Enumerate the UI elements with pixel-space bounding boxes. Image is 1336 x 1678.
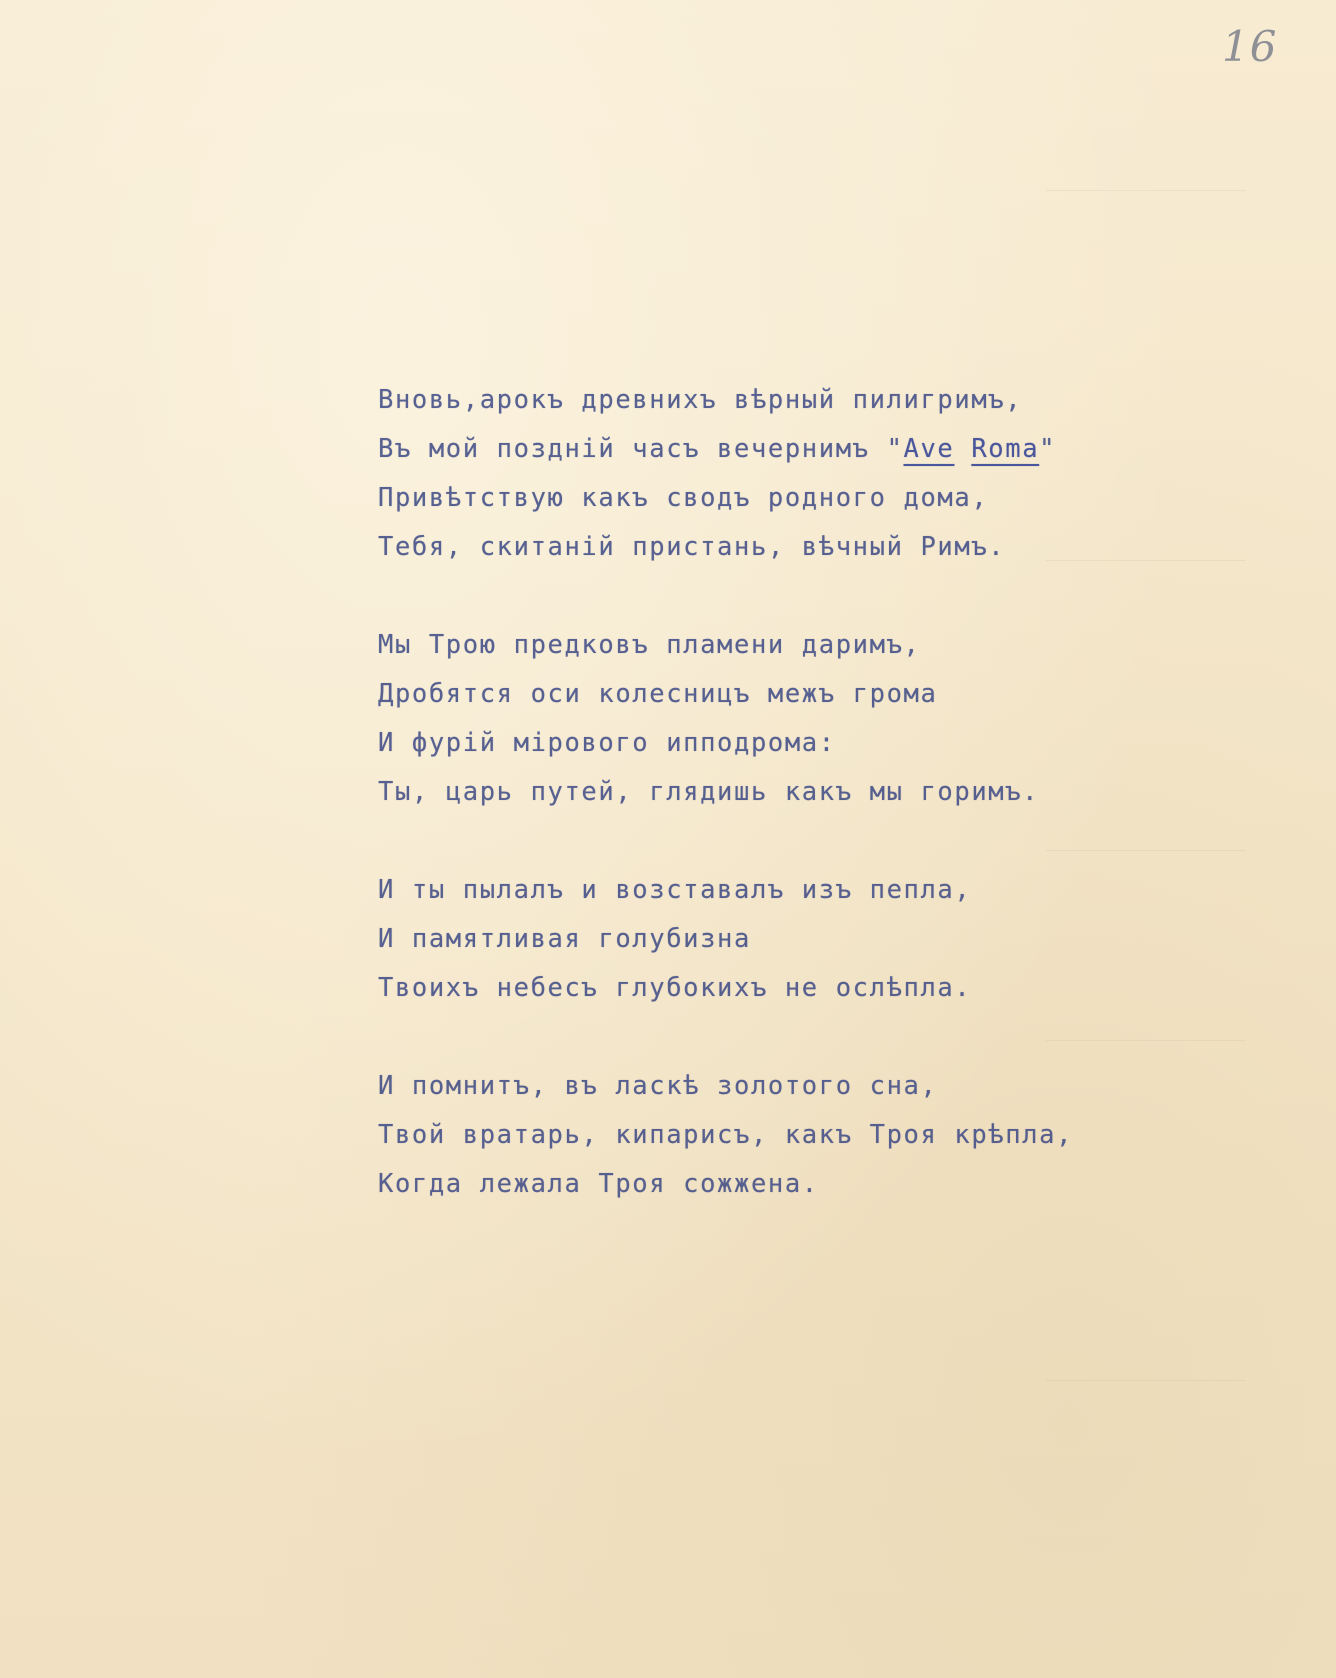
- paper-texture-line: [1046, 1380, 1246, 1381]
- poem-line: Твоихъ небесъ глубокихъ не ослѣпла.: [378, 973, 972, 1003]
- stanza-2: [378, 621, 1098, 817]
- poem-line: Мы Трою предковъ пламени даримъ,: [378, 630, 921, 660]
- poem-line: Привѣтствую какъ сводъ родного дома,: [378, 483, 989, 513]
- poem-line: Тебя, скитаній пристань, вѣчный Римъ.: [378, 532, 1006, 562]
- word-space: [954, 434, 971, 464]
- paper-texture-line: [1046, 190, 1246, 191]
- roma-word: Roma: [971, 434, 1040, 464]
- poem-line: И ты пылалъ и возставалъ изъ пепла,: [378, 875, 972, 905]
- poem-line: И памятливая голубизна: [378, 924, 751, 954]
- closing-quote: ": [1039, 434, 1057, 464]
- stanza-3: [378, 866, 1098, 1013]
- poem-line: Вновь,арокъ древнихъ вѣрный пилигримъ,: [378, 385, 1023, 415]
- poem-line: Твой вратарь, кипарисъ, какъ Троя крѣпла,: [378, 1120, 1074, 1150]
- poem-line: Дробятся оси колесницъ межъ грома: [378, 679, 938, 709]
- line-text-before: Въ мой поздній часъ вечернимъ ": [378, 434, 904, 464]
- stanza-1: [378, 376, 1098, 572]
- poem-line-ave-roma: [378, 425, 1098, 474]
- poem-line: И фурій мірового ипподрома:: [378, 728, 836, 758]
- poem-line: И помнитъ, въ ласкѣ золотого сна,: [378, 1071, 938, 1101]
- poem-line: Ты, царь путей, глядишь какъ мы горимъ.: [378, 777, 1040, 807]
- stanza-4: [378, 1062, 1098, 1209]
- page-number: 16: [1222, 22, 1278, 71]
- ave-word: Ave: [903, 434, 955, 464]
- poem-line: Когда лежала Троя сожжена.: [378, 1169, 819, 1199]
- poem: [378, 376, 1098, 1209]
